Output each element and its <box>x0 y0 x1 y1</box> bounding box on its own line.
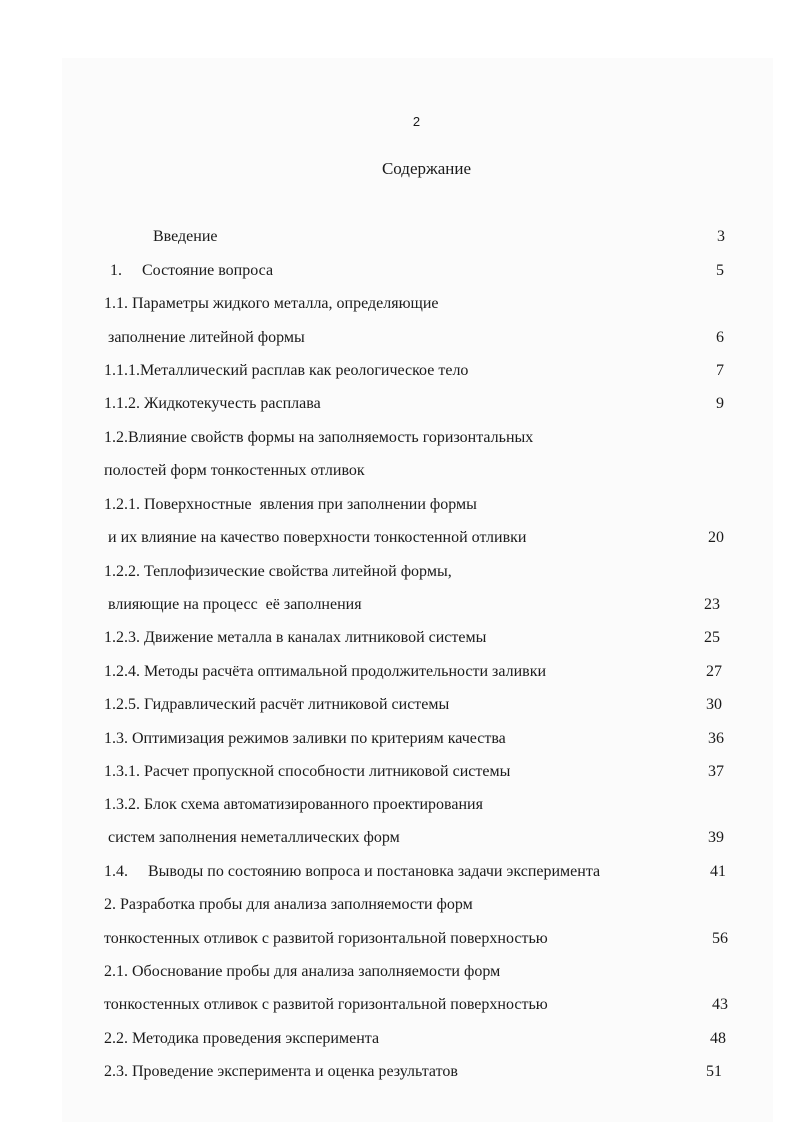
toc-entry <box>104 861 749 883</box>
toc-entry-page: 36 <box>708 730 724 747</box>
page-title: Содержание <box>381 159 472 178</box>
toc-entry-text: 1.4. Выводы по состоянию вопроса и постановка задачи эксперимента <box>104 863 601 880</box>
toc-entry-page: 20 <box>708 529 724 546</box>
toc-entry-text: влияющие на процесс её заполнения <box>108 596 362 613</box>
toc-entry <box>104 894 744 916</box>
toc-entry-page: 39 <box>708 829 724 846</box>
toc-entry-page: 27 <box>706 663 722 680</box>
toc-entry-page: 43 <box>712 996 728 1013</box>
toc-entry <box>104 627 744 649</box>
toc-entry <box>104 427 744 449</box>
toc-entry <box>104 561 744 583</box>
toc-entry-text: 1.1.1.Металлический расплав как реологическое тело <box>104 362 469 379</box>
toc-entry <box>104 961 744 983</box>
toc-entry-text: 1.3.1. Расчет пропускной способности литниковой системы <box>104 763 511 780</box>
toc-entry <box>108 327 748 349</box>
toc-entry-text: 1.2.4. Методы расчёта оптимальной продолжительности заливки <box>104 663 547 680</box>
toc-entry-text: Введение <box>153 228 218 245</box>
toc-entry-page: 5 <box>716 262 724 279</box>
toc-entry-text: 2. Разработка пробы для анализа заполняемости форм <box>104 896 473 913</box>
toc-entry <box>104 794 744 816</box>
toc-entry-page: 7 <box>716 362 724 379</box>
toc-entry <box>104 728 744 750</box>
toc-entry-text: тонкостенных отливок с развитой горизонтальной поверхностью <box>104 930 548 947</box>
toc-entry <box>104 994 749 1016</box>
toc-entry-text: 2.1. Обоснование пробы для анализа заполняемости форм <box>104 963 501 980</box>
toc-entry <box>108 594 748 616</box>
toc-entry-text: тонкостенных отливок с развитой горизонтальной поверхностью <box>104 996 548 1013</box>
toc-entry <box>104 360 744 382</box>
toc-entry <box>104 928 749 950</box>
toc-entry-text: 1.2.Влияние свойств формы на заполняемость горизонтальных <box>104 429 534 446</box>
toc-entry-page: 30 <box>706 696 722 713</box>
toc-entry <box>108 827 748 849</box>
toc-entry-page: 56 <box>712 930 728 947</box>
toc-entry <box>104 293 744 315</box>
toc-entry-text: 2.3. Проведение эксперимента и оценка результатов <box>104 1063 458 1080</box>
document-page <box>62 58 773 1122</box>
toc-entry-page: 37 <box>708 763 724 780</box>
toc-entry <box>110 260 750 282</box>
toc-entry-text: 1.2.2. Теплофизические свойства литейной формы, <box>104 563 452 580</box>
toc-entry <box>104 1061 744 1083</box>
toc-entry-text: 1.2.5. Гидравлический расчёт литниковой системы <box>104 696 450 713</box>
toc-entry <box>104 1028 744 1050</box>
toc-entry <box>153 226 753 248</box>
toc-entry-page: 51 <box>706 1063 722 1080</box>
toc-entry-text: 1.1.2. Жидкотекучесть расплава <box>104 395 321 412</box>
toc-entry-text: заполнение литейной формы <box>108 329 305 346</box>
toc-entry-text: 1.2.1. Поверхностные явления при заполнении формы <box>104 496 477 513</box>
toc-entry-text: систем заполнения неметаллических форм <box>108 829 400 846</box>
toc-entry-text: 1.3.2. Блок схема автоматизированного проектирования <box>104 796 483 813</box>
toc-entry-page: 41 <box>710 863 726 880</box>
toc-entry-text: 1.1. Параметры жидкого металла, определяющие <box>104 295 439 312</box>
toc-entry <box>104 494 744 516</box>
toc-entry <box>108 527 748 549</box>
toc-entry <box>104 460 744 482</box>
toc-entry-page: 6 <box>716 329 724 346</box>
toc-entry-text: и их влияние на качество поверхности тонкостенной отливки <box>108 529 527 546</box>
toc-entry <box>104 694 744 716</box>
toc-entry <box>104 661 744 683</box>
toc-entry-text: 1. Состояние вопроса <box>110 262 274 279</box>
toc-entry <box>104 761 744 783</box>
toc-entry-page: 25 <box>704 629 720 646</box>
toc-entry-page: 48 <box>710 1030 726 1047</box>
toc-entry <box>104 393 744 415</box>
page-number: 2 <box>412 114 421 129</box>
toc-entry-text: 1.3. Оптимизация режимов заливки по критериям качества <box>104 730 506 747</box>
toc-entry-page: 3 <box>717 228 725 245</box>
toc-entry-page: 23 <box>704 596 720 613</box>
toc-entry-page: 9 <box>716 395 724 412</box>
toc-entry-text: 2.2. Методика проведения эксперимента <box>104 1030 380 1047</box>
toc-entry-text: полостей форм тонкостенных отливок <box>104 462 365 479</box>
toc-entry-text: 1.2.3. Движение металла в каналах литниковой системы <box>104 629 487 646</box>
